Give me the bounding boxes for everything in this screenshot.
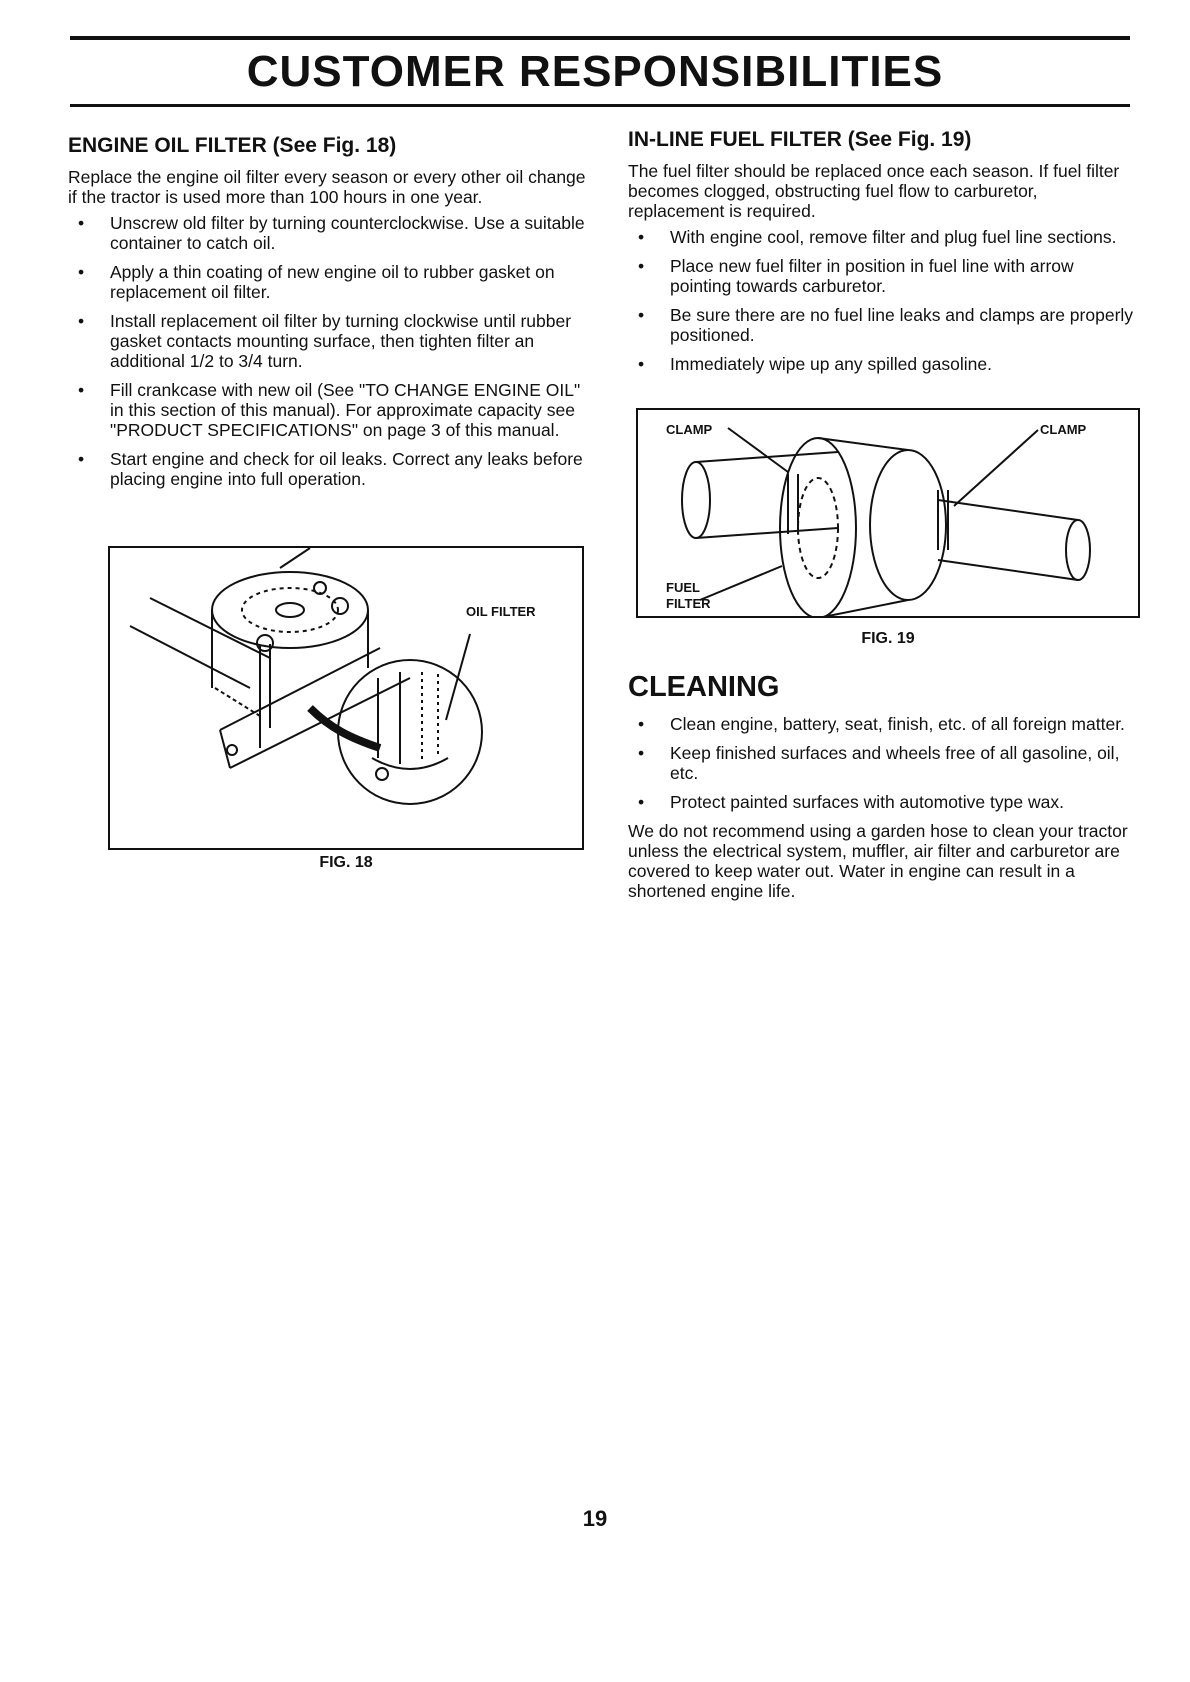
- list-item: • Clean engine, battery, seat, finish, etc. of all foreign matter.: [638, 714, 1125, 734]
- list-item: • Install replacement oil filter by turning clockwise until rubber gasket contacts mounting surface, then tighten filter an additional 1/2 to 3/4 turn.: [78, 311, 572, 371]
- oil-filter-steps: [68, 213, 588, 489]
- oil-filter-intro: Replace the engine oil filter every season or every other oil change if the tractor is used more than 100 hours in one year.: [68, 167, 586, 207]
- figure-19: [636, 408, 1140, 618]
- cleaning-steps: [628, 714, 1136, 812]
- oil-filter-heading: ENGINE OIL FILTER (See Fig. 18): [68, 134, 397, 157]
- list-item: • Start engine and check for oil leaks. Correct any leaks before placing engine into full operation.: [78, 449, 583, 489]
- oil-filter-label: OIL FILTER: [466, 604, 536, 619]
- filter-label: FILTER: [666, 596, 711, 611]
- list-item: • Protect painted surfaces with automotive type wax.: [638, 792, 1064, 812]
- page-number: 19: [582, 1506, 608, 1531]
- fuel-filter-steps: [628, 227, 1136, 374]
- list-item: • Place new fuel filter in position in fuel line with arrow pointing towards carburetor.: [638, 256, 1074, 296]
- cleaning-heading: CLEANING: [628, 671, 780, 703]
- header-top-rule: [70, 36, 1130, 40]
- figure-18: [108, 546, 584, 850]
- fuel-filter-illustration: [638, 410, 1138, 616]
- right-column: [628, 127, 1136, 383]
- list-item: • Fill crankcase with new oil (See "TO CHANGE ENGINE OIL" in this section of this manual). For approximate capacity see "PRODUCT SPECIFICATIONS" on page 3 of this manual.: [78, 380, 581, 440]
- clamp-left-label: CLAMP: [666, 422, 713, 437]
- list-item: • Apply a thin coating of new engine oil to rubber gasket on replacement oil filter.: [78, 262, 555, 302]
- clamp-right-label: CLAMP: [1040, 422, 1087, 437]
- fuel-filter-intro: The fuel filter should be replaced once each season. If fuel filter becomes clogged, obstructing fuel flow to carburetor, replacement is required.: [628, 161, 1120, 221]
- cleaning-section: [628, 670, 1136, 907]
- header-bottom-rule: [70, 104, 1130, 107]
- fuel-filter-heading: IN-LINE FUEL FILTER (See Fig. 19): [628, 128, 972, 151]
- list-item: • With engine cool, remove filter and plug fuel line sections.: [638, 227, 1117, 247]
- list-item: • Keep finished surfaces and wheels free of all gasoline, oil, etc.: [638, 743, 1120, 783]
- fuel-label: FUEL: [666, 580, 700, 595]
- oil-filter-illustration: [110, 548, 582, 848]
- list-item: • Be sure there are no fuel line leaks and clamps are properly positioned.: [638, 305, 1134, 345]
- figure-19-caption: FIG. 19: [861, 630, 915, 647]
- figure-18-caption: FIG. 18: [319, 854, 373, 871]
- cleaning-paragraph: We do not recommend using a garden hose to clean your tractor unless the electrical system, muffler, air filter and carburetor are covered to keep water out. Water in engine can result in a shortened engine life.: [628, 821, 1128, 901]
- left-column: [68, 133, 588, 498]
- list-item: • Immediately wipe up any spilled gasoline.: [638, 354, 992, 374]
- page-title: CUSTOMER RESPONSIBILITIES: [246, 47, 944, 96]
- list-item: • Unscrew old filter by turning counterclockwise. Use a suitable container to catch oil.: [78, 213, 585, 253]
